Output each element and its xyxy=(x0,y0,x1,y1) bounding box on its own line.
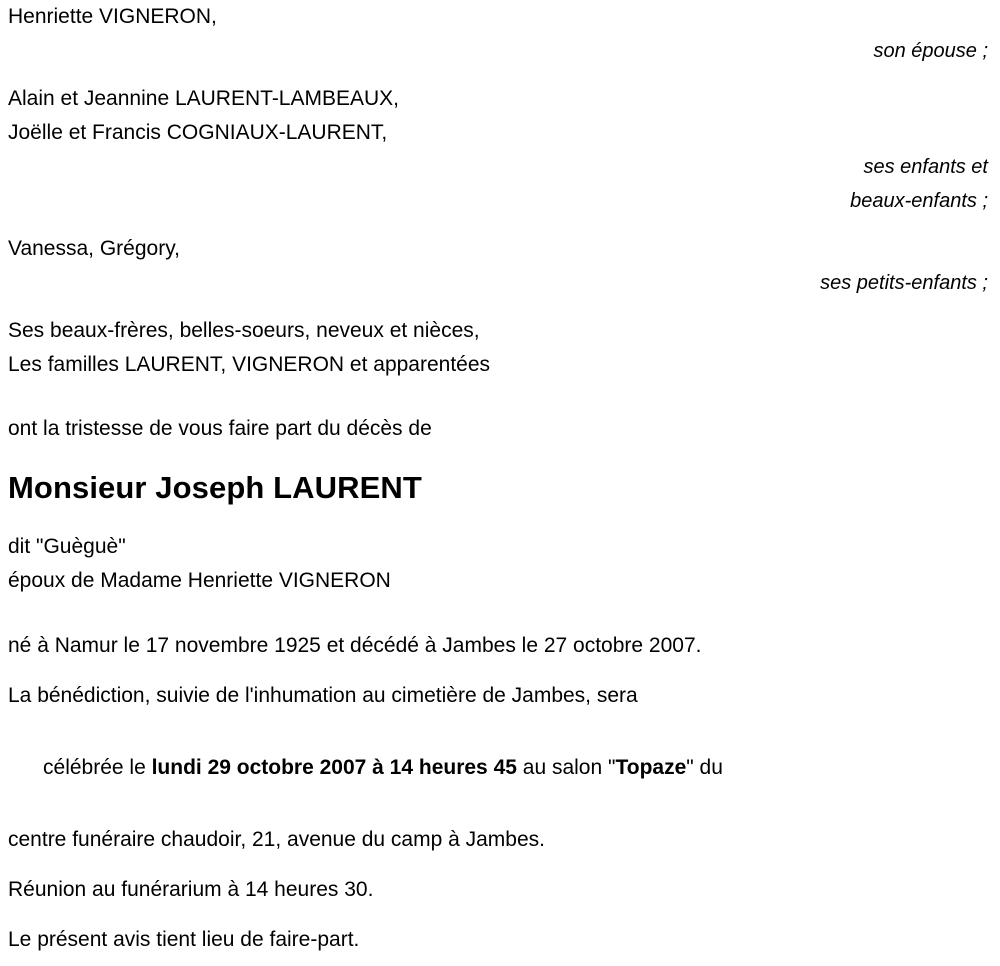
grandchildren-block xyxy=(8,232,992,300)
ceremony-line-3: centre funéraire chaudoir, 21, avenue du camp à Jambes. xyxy=(8,828,545,851)
deceased-name: Monsieur Joseph LAURENT xyxy=(8,470,422,505)
gathering-line: Réunion au funérarium à 14 heures 30. xyxy=(8,878,374,901)
ceremony-block xyxy=(8,678,992,858)
ceremony-line-2-middle: au salon " xyxy=(516,756,616,779)
spouse-name: Henriette VIGNERON, xyxy=(8,5,217,28)
spouse-caption: son épouse ; xyxy=(873,40,988,62)
spacer xyxy=(8,300,992,314)
spacer xyxy=(8,858,992,872)
birth-death-line: né à Namur le 17 novembre 1925 et décédé à Jambes le 27 octobre 2007. xyxy=(8,634,702,657)
deceased-name-block xyxy=(8,468,992,508)
closing-line: Le présent avis tient lieu de faire-part. xyxy=(8,928,360,951)
children-caption-line-2: beaux-enfants ; xyxy=(850,190,988,212)
families-line: Les familles LAURENT, VIGNERON et apparentées xyxy=(8,353,491,376)
spacer xyxy=(8,508,992,530)
extended-family-block xyxy=(8,314,992,382)
in-laws-line: Ses beaux-frères, belles-soeurs, neveux et nièces, xyxy=(8,319,480,342)
gathering-block xyxy=(8,872,992,908)
spacer xyxy=(8,908,992,922)
grandchildren-names: Vanessa, Grégory, xyxy=(8,237,180,260)
spouse-block xyxy=(8,0,992,68)
spouse-of-line: époux de Madame Henriette VIGNERON xyxy=(8,569,391,592)
spacer xyxy=(8,68,992,82)
spacer xyxy=(8,382,992,412)
grandchildren-caption: ses petits-enfants ; xyxy=(820,272,988,294)
ceremony-datetime: lundi 29 octobre 2007 à 14 heures 45 xyxy=(151,756,517,779)
child-couple-1: Alain et Jeannine LAURENT-LAMBEAUX, xyxy=(8,87,400,110)
ceremony-room-name: Topaze xyxy=(615,756,687,779)
ceremony-line-2 xyxy=(8,714,992,822)
children-caption-line-1: ses enfants et xyxy=(863,156,988,178)
deceased-details-block xyxy=(8,530,992,598)
ceremony-line-1: La bénédiction, suivie de l'inhumation au cimetière de Jambes, sera xyxy=(8,684,638,707)
spacer xyxy=(8,218,992,232)
spacer xyxy=(8,664,992,678)
closing-block xyxy=(8,922,992,958)
ceremony-line-2-suffix: " du xyxy=(686,756,723,779)
children-block xyxy=(8,82,992,218)
spacer xyxy=(8,598,992,628)
announcement-intro-block xyxy=(8,412,992,446)
nickname-line: dit "Guèguè" xyxy=(8,535,126,558)
birth-death-block xyxy=(8,628,992,664)
spacer xyxy=(8,446,992,468)
child-couple-2: Joëlle et Francis COGNIAUX-LAURENT, xyxy=(8,121,388,144)
ceremony-line-2-prefix: célébrée le xyxy=(43,756,152,779)
announcement-intro: ont la tristesse de vous faire part du décès de xyxy=(8,417,432,440)
